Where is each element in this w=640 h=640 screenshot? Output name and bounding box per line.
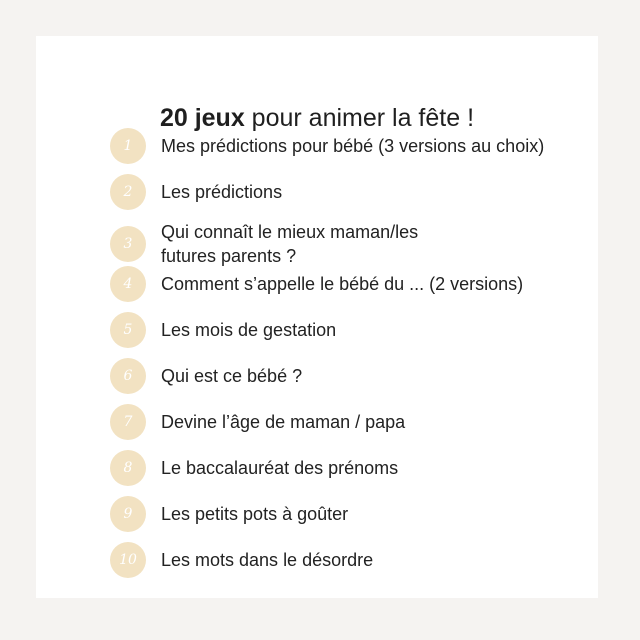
title-rest: pour animer la fête ! (244, 104, 475, 132)
list-item-8 (110, 450, 590, 486)
list-item-9 (110, 496, 590, 532)
number-badge-2: 2 (110, 174, 146, 210)
item-label-10: Les mots dans le désordre (161, 550, 374, 570)
number-badge-5: 5 (110, 312, 146, 348)
item-label-8: Le baccalauréat des prénoms (161, 458, 399, 478)
list-item-4 (110, 266, 590, 302)
title-bold: 20 jeux (159, 104, 245, 132)
item-label-7: Devine l’âge de maman / papa (161, 412, 406, 432)
number-badge-3: 3 (110, 226, 146, 262)
item-label-9: Les petits pots à goûter (161, 504, 349, 524)
list-item-10 (110, 542, 590, 578)
item-label-2: Les prédictions (161, 182, 283, 202)
list-item-1 (110, 128, 590, 164)
number-badge-1: 1 (110, 128, 146, 164)
list-item-6 (110, 358, 590, 394)
number-badge-10: 10 (110, 542, 146, 578)
item-label-5: Les mois de gestation (161, 320, 337, 340)
list-item-3 (110, 220, 590, 268)
number-badge-4: 4 (110, 266, 146, 302)
item-label-1: Mes prédictions pour bébé (3 versions au choix) (161, 136, 545, 156)
number-badge-7: 7 (110, 404, 146, 440)
list-item-2 (110, 174, 590, 210)
item-label-3: Qui connaît le mieux maman/les futures parents ? (161, 222, 419, 266)
number-badge-8: 8 (110, 450, 146, 486)
list-item-5 (110, 312, 590, 348)
number-badge-6: 6 (110, 358, 146, 394)
item-label-6: Qui est ce bébé ? (161, 366, 303, 386)
list-item-7 (110, 404, 590, 440)
item-label-4: Comment s’appelle le bébé du ... (2 versions) (161, 274, 524, 294)
content-card (36, 36, 598, 598)
number-badge-9: 9 (110, 496, 146, 532)
